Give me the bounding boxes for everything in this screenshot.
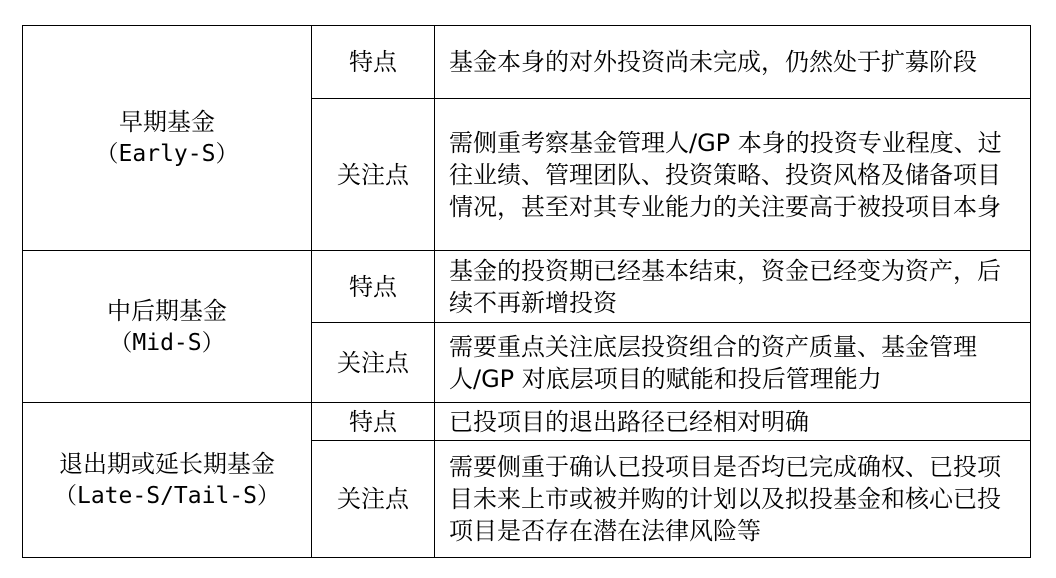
table-row [23, 403, 1031, 441]
category-name: 早期基金 [119, 108, 215, 136]
category-code: （Early-S） [95, 141, 239, 167]
row-type-label: 特点 [312, 26, 435, 99]
table-row [23, 251, 1031, 323]
row-description: 需侧重考察基金管理人/GP 本身的投资专业程度、过往业绩、管理团队、投资策略、投资风格及储备项目情况，甚至对其专业能力的关注要高于被投项目本身 [435, 99, 1031, 251]
row-type-label: 特点 [312, 403, 435, 441]
row-description: 基金本身的对外投资尚未完成，仍然处于扩募阶段 [435, 26, 1031, 99]
row-type-label: 关注点 [312, 441, 435, 558]
row-description: 基金的投资期已经基本结束，资金已经变为资产，后续不再新增投资 [435, 251, 1031, 323]
category-code: （Late-S/Tail-S） [53, 483, 280, 509]
table-row [23, 26, 1031, 99]
category-cell-late [23, 403, 312, 558]
row-type-label: 关注点 [312, 99, 435, 251]
row-description: 需要侧重于确认已投项目是否均已完成确权、已投项目未来上市或被并购的计划以及拟投基金和核心已投项目是否存在潜在法律风险等 [435, 441, 1031, 558]
category-cell-early [23, 26, 312, 251]
fund-stage-table [22, 25, 1031, 558]
row-type-label: 特点 [312, 251, 435, 323]
row-description: 需要重点关注底层投资组合的资产质量、基金管理人/GP 对底层项目的赋能和投后管理能力 [435, 323, 1031, 403]
category-code: （Mid-S） [109, 329, 225, 356]
row-description: 已投项目的退出路径已经相对明确 [435, 403, 1031, 441]
category-name: 中后期基金 [107, 296, 227, 325]
category-name: 退出期或延长期基金 [59, 450, 275, 478]
row-type-label: 关注点 [312, 323, 435, 403]
category-cell-mid [23, 251, 312, 403]
